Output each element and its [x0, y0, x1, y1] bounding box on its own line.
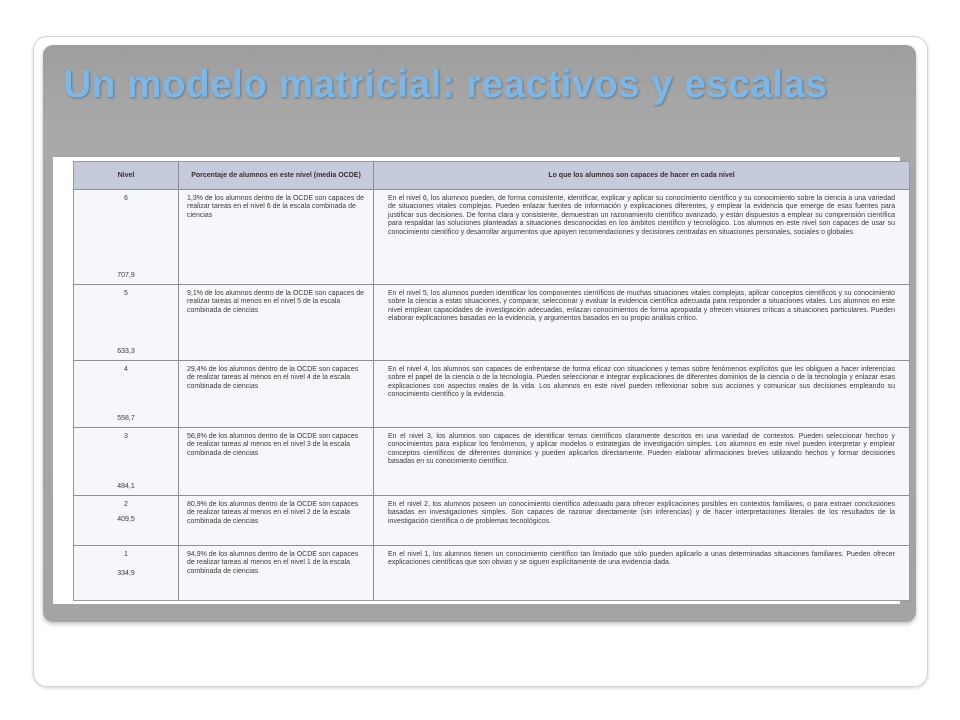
percentage-cell: 94,9% de los alumnos dentro de la OCDE son capaces de realizar tareas al menos en el nivel 1 de la escala combinada de ciencias	[179, 546, 374, 600]
table-row	[74, 496, 909, 546]
percentage-cell: 1,3% de los alumnos dentro de la OCDE son capaces de realizar tareas en el nivel 6 de la escala combinada de ciencias	[179, 190, 374, 284]
level-score: 633,3	[117, 347, 135, 355]
level-cell	[74, 496, 179, 545]
table-image	[53, 157, 900, 604]
description-cell: En el nivel 5, los alumnos pueden identificar los componentes científicos de muchas situaciones vitales complejas, aplicar conceptos científicos y su conocimiento sobre la ciencia a estas situaciones, y comparar, seleccionar y evaluar la evidencia científica adecuada para responder a situaciones vitales. Los alumnos en este nivel emplean capacidades de investigación adecuadas, enlazan conocimientos de forma apropiada y ofrecen visiones críticas a situaciones particulares. Pueden elaborar explicaciones basadas en la evidencia, y argumentos basados en su propio análisis crítico.	[388, 290, 895, 323]
table-row	[74, 428, 909, 496]
percentage-cell: 80,9% de los alumnos dentro de la OCDE son capaces de realizar tareas al menos en el nivel 2 de la escala combinada de ciencias	[179, 496, 374, 545]
description-cell: En el nivel 2, los alumnos poseen un conocimiento científico adecuado para ofrecer explicaciones posibles en contextos familiares, o para extraer conclusiones basadas en investigaciones simples. Son capaces de razonar directamente (sin inferencias) y de hacer interpretaciones literales de los resultados de la investigación científica o de problemas tecnológicos.	[388, 501, 895, 525]
level-number: 2	[124, 501, 128, 508]
levels-table	[73, 161, 910, 601]
level-number: 6	[124, 195, 128, 202]
percentage-cell: 56,8% de los alumnos dentro de la OCDE son capaces de realizar tareas al menos en el nivel 3 de la escala combinada de ciencias	[179, 428, 374, 495]
level-score: 558,7	[117, 414, 135, 422]
level-number: 4	[124, 366, 128, 373]
header-level: Nivel	[74, 162, 179, 190]
level-cell	[74, 428, 179, 495]
percentage-cell: 29,4% de los alumnos dentro de la OCDE son capaces de realizar tareas al menos en el nivel 4 de la escala combinada de ciencias	[179, 361, 374, 427]
level-number: 1	[124, 551, 128, 558]
table-row	[74, 285, 909, 361]
level-number: 5	[124, 290, 128, 297]
table-row	[74, 361, 909, 428]
level-score: 409,5	[117, 516, 135, 523]
description-cell: En el nivel 6, los alumnos pueden, de forma consistente, identificar, explicar y aplicar su conocimiento científico y su conocimiento sobre la ciencia a una variedad de situaciones vitales complejas. Pueden enlazar fuentes de información y explicaciones diferentes, y emplear la evidencia que emerge de esas fuentes para justificar sus decisiones. De forma clara y consistente, demuestran un razonamiento científico avanzado, y están dispuestos a emplear su comprensión científica para respaldar las soluciones planteadas a situaciones desconocidas en los ámbitos científico y tecnológico. Los alumnos en este nivel son capaces de usar su conocimiento científico y desarrollar argumentos que apoyen recomendaciones y decisiones centradas en situaciones personales, sociales o globales.	[388, 195, 895, 236]
level-score: 707,9	[117, 271, 135, 279]
header-description: Lo que los alumnos son capaces de hacer en cada nivel	[374, 162, 909, 190]
level-cell	[74, 546, 179, 600]
slide-title: Un modelo matricial: reactivos y escalas	[63, 63, 828, 106]
percentage-cell: 9,1% de los alumnos dentro de la OCDE son capaces de realizar tareas al menos en el nivel 5 de la escala combinada de ciencias	[179, 285, 374, 360]
header-percentage: Porcentaje de alumnos en este nivel (media OCDE)	[179, 162, 374, 190]
description-cell: En el nivel 3, los alumnos son capaces de identificar temas científicos claramente descritos en una variedad de contextos. Pueden seleccionar hechos y conocimientos para explicar los fenómenos, y aplicar modelos o estrategias de investigación simples. Los alumnos en este nivel pueden interpretar y emplear conceptos científicos de diferentes dominios y pueden aplicarlos directamente. Pueden elaborar afirmaciones breves utilizando hechos y formar decisiones basadas en su conocimiento científico.	[388, 433, 895, 466]
level-cell	[74, 190, 179, 284]
level-cell	[74, 361, 179, 427]
level-cell	[74, 285, 179, 360]
table-row	[74, 546, 909, 600]
level-score: 484,1	[117, 482, 135, 490]
description-cell: En el nivel 1, los alumnos tienen un conocimiento científico tan limitado que sólo pueden aplicarlo a unas determinadas situaciones familiares. Pueden ofrecer explicaciones científicas que son obvias y se siguen explícitamente de una evidencia dada.	[388, 551, 895, 567]
description-cell: En el nivel 4, los alumnos son capaces de enfrentarse de forma eficaz con situaciones y temas sobre fenómenos explícitos que les obliguen a hacer inferencias sobre el papel de la ciencia o de la tecnología. Pueden seleccionar e integrar explicaciones de diferentes dominios de la ciencia o de la tecnología y enlazar esas explicaciones con aspectos reales de la vida. Los alumnos en este nivel pueden reflexionar sobre sus acciones y comunicar sus decisiones empleando su conocimiento científico y la evidencia.	[388, 366, 895, 399]
table-row	[74, 190, 909, 285]
level-score: 334,9	[117, 570, 135, 577]
level-number: 3	[124, 433, 128, 440]
